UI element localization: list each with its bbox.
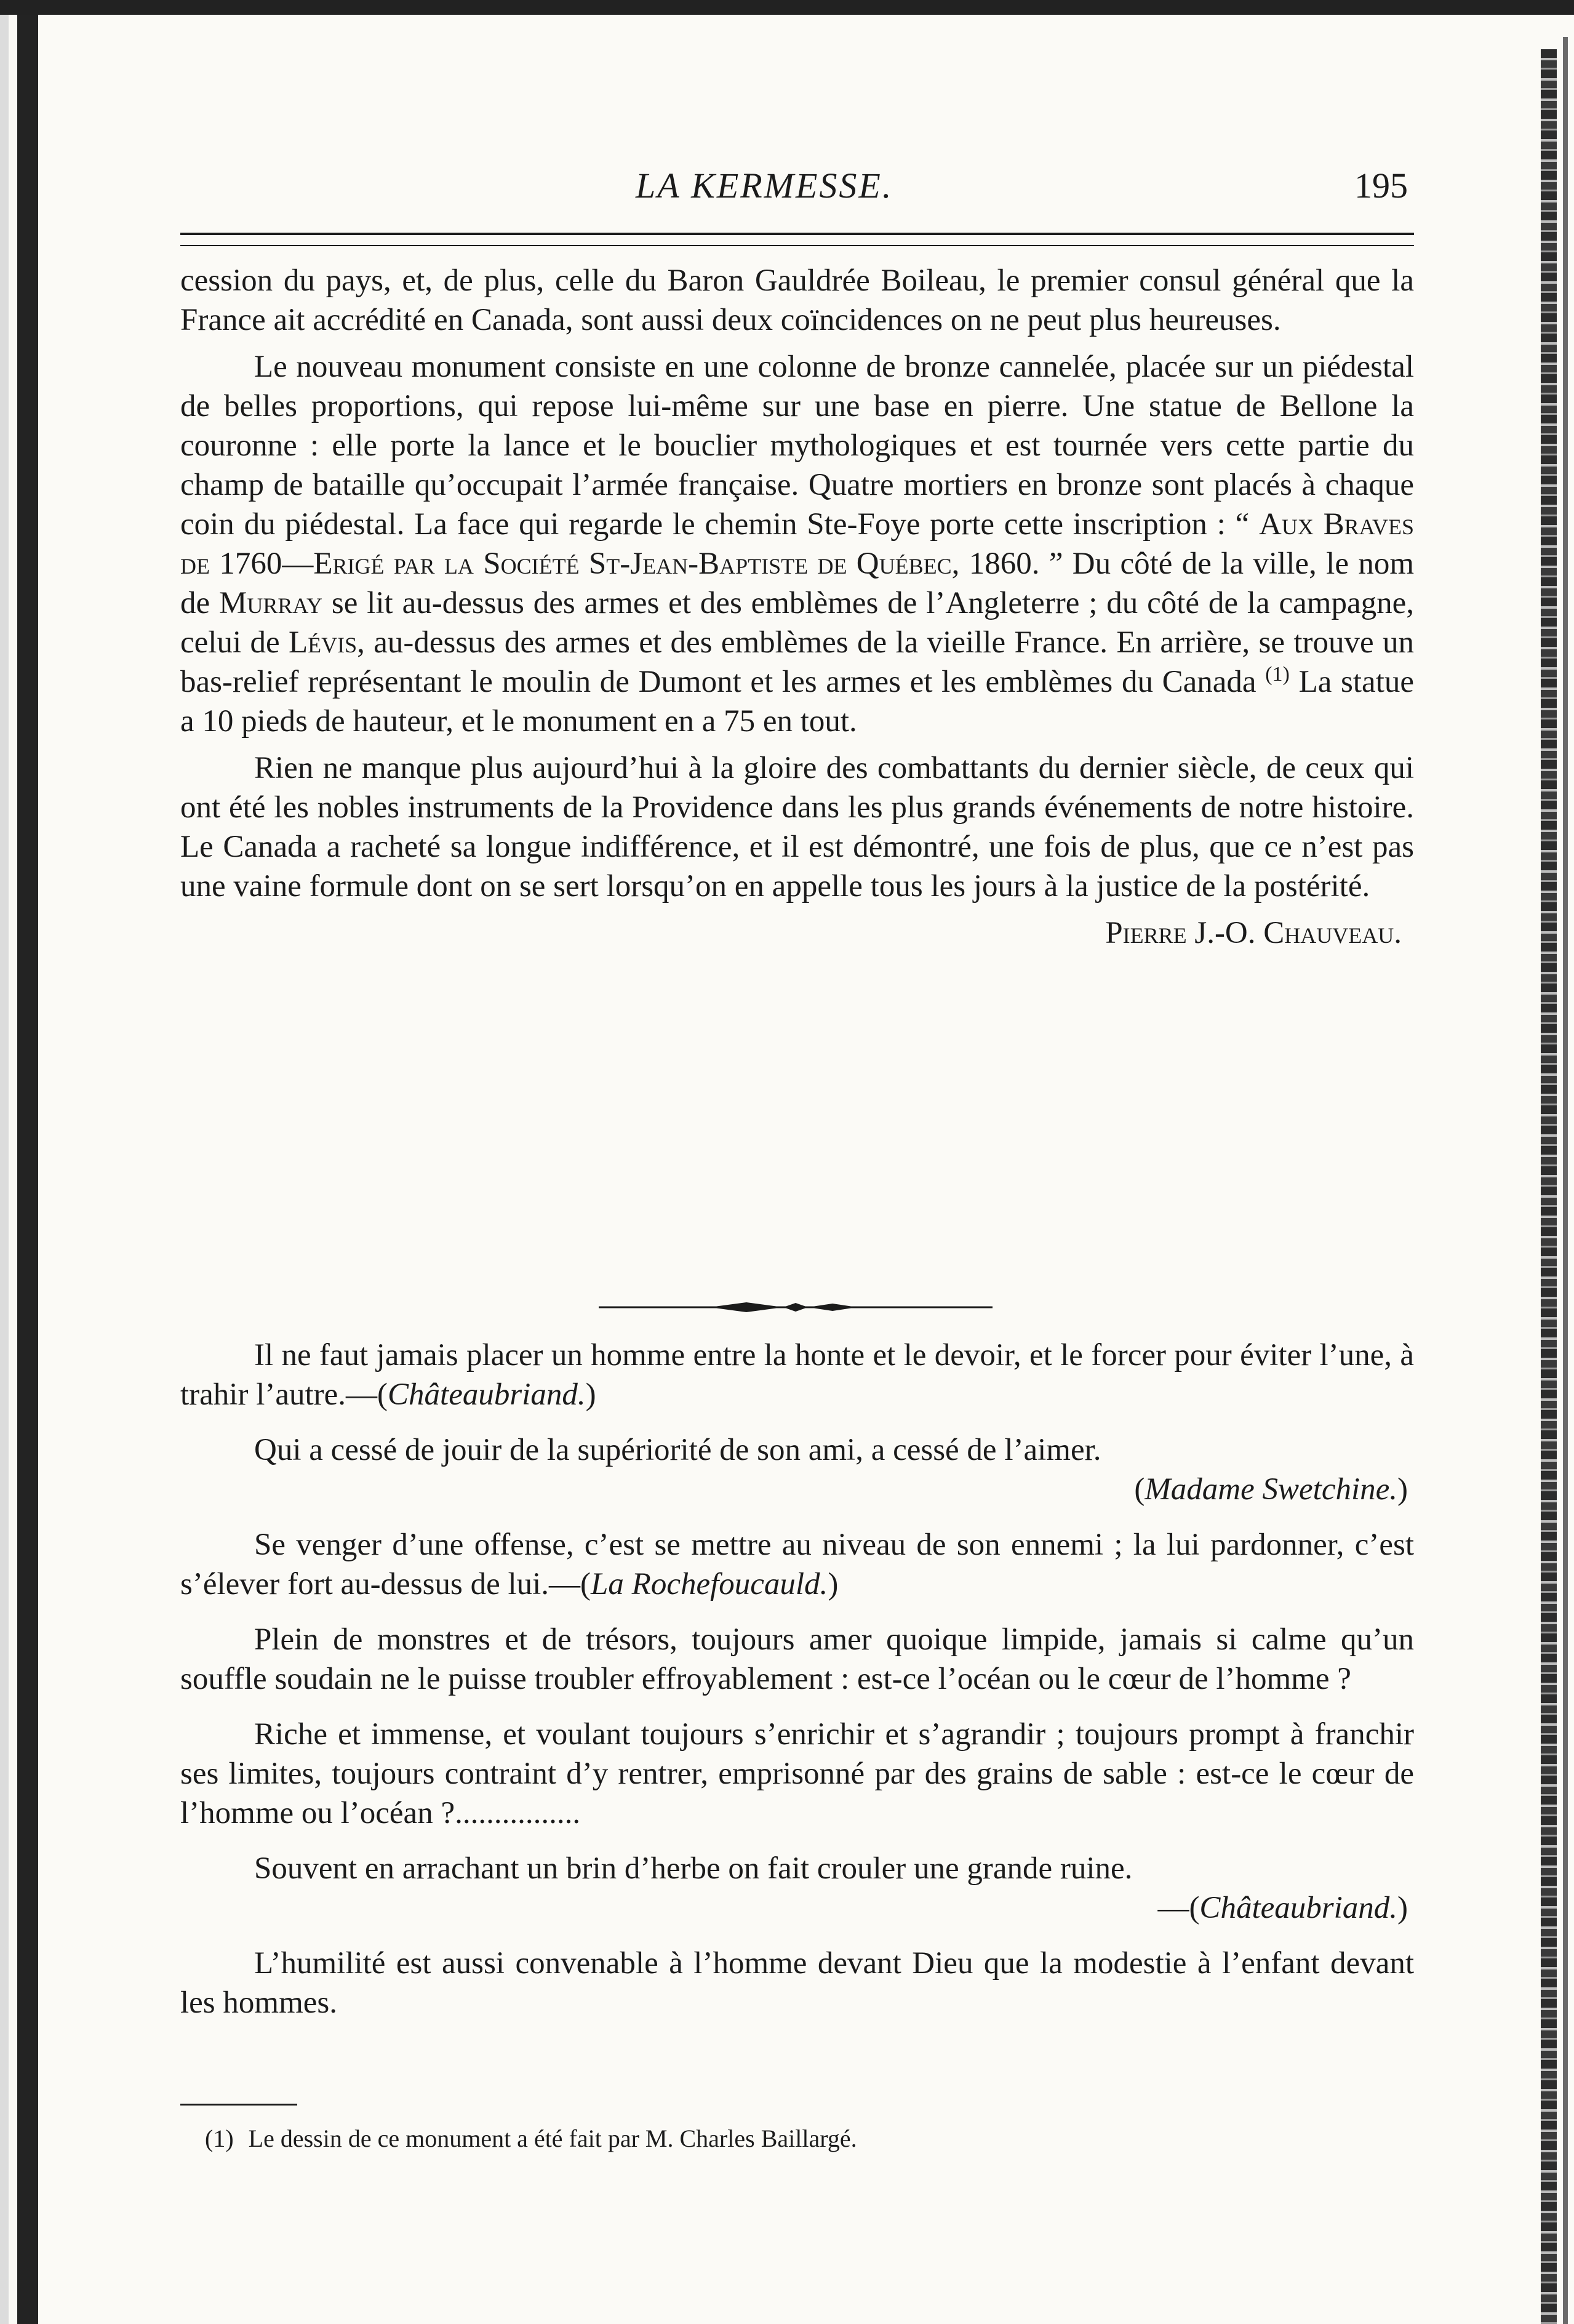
header-rule-thin (180, 245, 1414, 246)
maxim-1: Il ne faut jamais placer un homme entre la honte et le devoir, et le forcer pour éviter l’une, à trahir l’autre.—(Châteaubriand.) (180, 1338, 1414, 1412)
footnote-text: Le dessin de ce monument a été fait par M. Charles Baillargé. (248, 2125, 857, 2152)
maxims-section (180, 1336, 1414, 2038)
page-header (180, 165, 1414, 220)
article-body (180, 261, 1414, 953)
scan-right-edge (1541, 49, 1557, 2324)
maxim-6: Souvent en arrachant un brin d’herbe on fait crouler une grande ruine. —(Châteaubriand.) (180, 1849, 1414, 1928)
maxim-author: Châteaubriand. (388, 1377, 586, 1412)
maxim-attribution: —(Châteaubriand.) (1157, 1891, 1408, 1925)
maxim-5: Riche et immense, et voulant toujours s’enrichir et s’agrandir ; toujours prompt à franchir ses limites, toujours contraint d’y rentrer, emprisonné par des grains de sable : est-ce le cœur de l’homme ou l’océan ?................ (180, 1717, 1414, 1830)
scan-left-margin (0, 15, 9, 2324)
monument-inscription: Aux Braves de 1760—Erigé par la Société St-Jean-Baptiste de Québec, 1860. (180, 507, 1414, 581)
page-number: 195 (1354, 166, 1408, 206)
paragraph-continuation: cession du pays, et, de plus, celle du Baron Gauldrée Boileau, le premier consul général que la France ait accrédité en Canada, sont aussi deux coïncidences on ne peut plus heureuses. (180, 263, 1414, 337)
scan-right-border (1563, 37, 1568, 2324)
maxim-7: L’humilité est aussi convenable à l’homme devant Dieu que la modestie à l’enfant devant les hommes. (180, 1946, 1414, 2020)
paragraph-monument: Le nouveau monument consiste en une colonne de bronze cannelée, placée sur un piédestal de belles proportions, qui repose lui-même sur une base en pierre. Une statue de Bellone la couronne : elle porte la lance et le bouclier mythologiques et est tournée vers cette partie du champ de bataille qu’occupait l’armée française. Quatre mortiers en bronze sont placés à chaque coin du piédestal. La face qui regarde le chemin Ste-Foye porte cette inscription : “ Aux Braves de 1760—Erigé par la Société St-Jean-Baptiste de Québec, 1860. ” Du côté de la ville, le nom de Murray se lit au-dessus des armes et des emblèmes de l’Angleterre ; du côté de la campagne, celui de Lévis, au-dessus des armes et des emblèmes de la vieille France. En arrière, se trouve un bas-relief représentant le moulin de Dumont et les armes et les emblèmes du Canada $^{(1)}$ La statue a 10 pieds de hauteur, et le monument en a 75 en tout. (180, 350, 1414, 739)
section-divider-ornament (599, 1300, 993, 1315)
maxim-attribution: (Madame Swetchine.) (1134, 1472, 1408, 1507)
maxim-author: Madame Swetchine. (1145, 1472, 1398, 1507)
scan-top-edge (0, 0, 1574, 15)
footnote-number: (1) (205, 2125, 234, 2152)
running-title: LA KERMESSE. (636, 166, 893, 206)
footnote-rule (180, 2104, 297, 2106)
footnote-reference: (1) (1265, 663, 1290, 686)
author-signature: Pierre J.-O. Chauveau. (1105, 916, 1402, 950)
maxim-author: Châteaubriand. (1199, 1891, 1398, 1925)
footnote (205, 2123, 857, 2154)
maxim-2: Qui a cessé de jouir de la supériorité de son ami, a cessé de l’aimer. (Madame Swetchine.) (180, 1430, 1414, 1509)
maxim-4: Plein de monstres et de trésors, toujours amer quoique limpide, jamais si calme qu’un souffle soudain ne le puisse troubler effroyablement : est-ce l’océan ou le cœur de l’homme ? (180, 1622, 1414, 1696)
paragraph-conclusion: Rien ne manque plus aujourd’hui à la gloire des combattants du dernier siècle, de ceux qui ont été les nobles instruments de la Providence dans les plus grands événements de notre histoire. Le Canada a racheté sa longue indifférence, et il est démontré, une fois de plus, que ce n’est pas une vaine formule dont on se sert lorsqu’on en appelle tous les jours à la justice de la postérité. (180, 751, 1414, 904)
header-rule-thick (180, 233, 1414, 235)
maxim-3: Se venger d’une offense, c’est se mettre au niveau de son ennemi ; la lui pardonner, c’est s’élever fort au-dessus de lui.—(La Rochefoucauld.) (180, 1528, 1414, 1601)
name-levis: Lévis (288, 625, 358, 660)
name-murray: Murray (218, 586, 323, 620)
maxim-author: La Rochefoucauld. (591, 1567, 828, 1601)
scan-binding-edge (17, 15, 38, 2324)
